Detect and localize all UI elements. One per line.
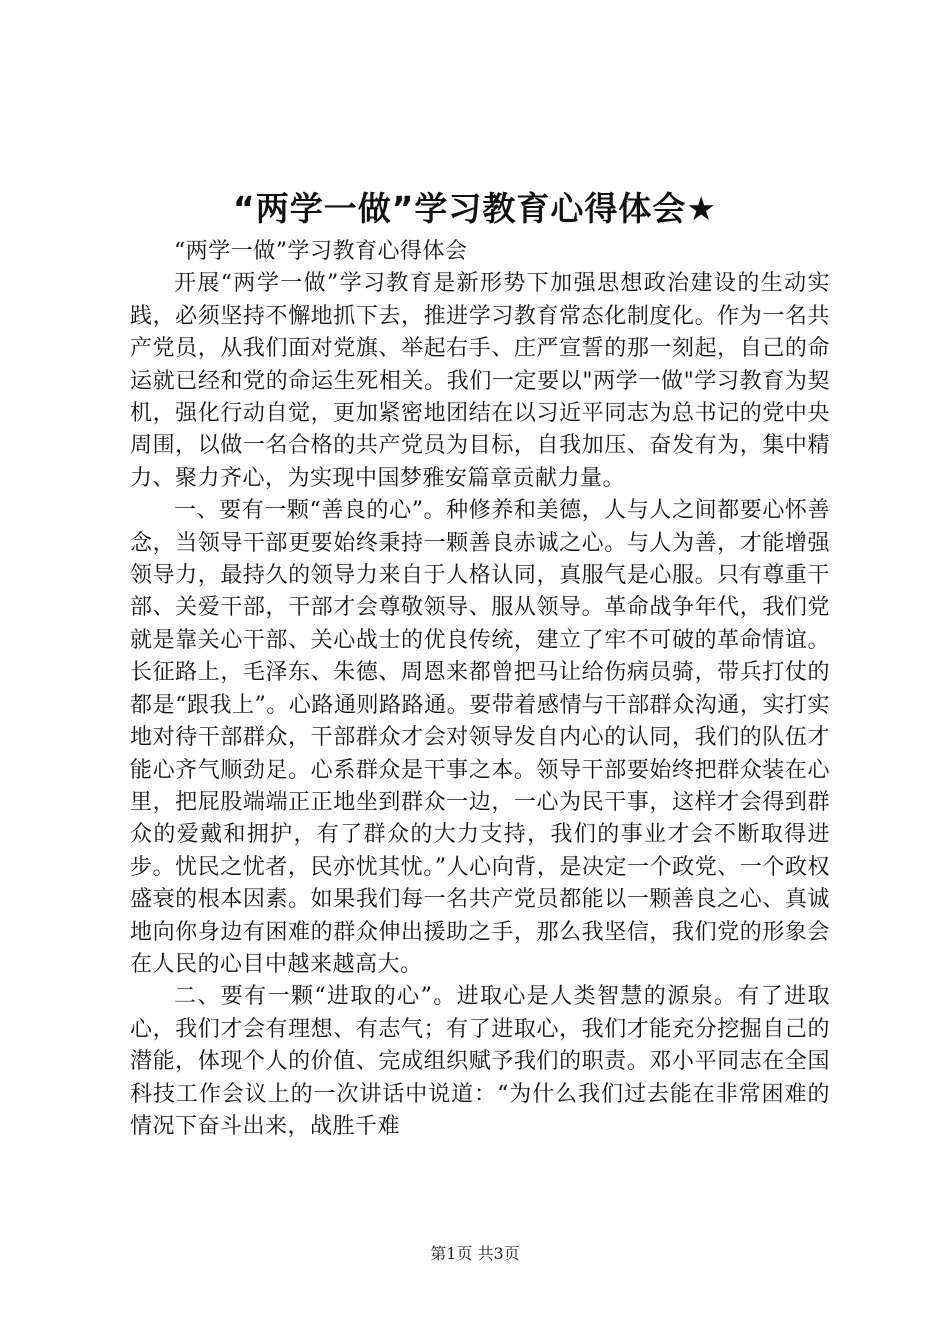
page-number-footer: 第1页 共3页 xyxy=(430,1244,520,1263)
document-body xyxy=(130,236,830,1143)
subtitle-paragraph: “两学一做”学习教育心得体会 xyxy=(174,239,468,264)
intro-paragraph: 开展“两学一做”学习教育是新形势下加强思想政治建设的生动实践，必须坚持不懈地抓下去，推进学习教育常态化制度化。作为一名共产党员，从我们面对党旗、举起右手、庄严宣誓的那一刻起，自己的命运就已经和党的命运生死相关。我们一定要以"两学一做"学习教育为契机，强化行动自觉，更加紧密地团结在以习近平同志为总书记的党中央周围，以做一名合格的共产党员为目标，自我加压、奋发有为，集中精力、聚力齐心，为实现中国梦雅安篇章贡献力量。 xyxy=(130,271,830,491)
section-one-paragraph: 一、要有一颗“善良的心”。种修养和美德，人与人之间都要心怀善念，当领导干部更要始终秉持一颗善良赤诚之心。与人为善，才能增强领导力，最持久的领导力来自于人格认同，真服气是心服。只有尊重干部、关爱干部，干部才会尊敬领导、服从领导。革命战争年代，我们党就是靠关心干部、关心战士的优良传统，建立了牢不可破的革命情谊。长征路上，毛泽东、朱德、周恩来都曾把马让给伤病员骑，带兵打仗的都是“跟我上”。心路通则路路通。要带着感情与干部群众沟通，实打实地对待干部群众，干部群众才会对领导发自内心的认同，我们的队伍才能心齐气顺劲足。心系群众是干事之本。领导干部要始终把群众装在心里，把屁股端端正正地坐到群众一边，一心为民干事，这样才会得到群众的爱戴和拥护，有了群众的大力支持，我们的事业才会不断取得进步。忧民之忧者，民亦忧其忧。”人心向背，是决定一个政党、一个政权盛衰的根本因素。如果我们每一名共产党员都能以一颗善良之心、真诚地向你身边有困难的群众伸出援助之手，那么我坚信，我们党的形象会在人民的心目中越来越高大。 xyxy=(130,498,830,977)
document-title: “两学一做”学习教育心得体会★ xyxy=(233,189,717,228)
section-two-paragraph: 二、要有一颗“进取的心”。进取心是人类智慧的源泉。有了进取心，我们才会有理想、有志气；有了进取心，我们才能充分挖掘自己的潜能，体现个人的价值、完成组织赋予我们的职责。邓小平同志在全国科技工作会议上的一次讲话中说道：“为什么我们过去能在非常困难的情况下奋斗出来，战胜千难 xyxy=(130,984,830,1139)
